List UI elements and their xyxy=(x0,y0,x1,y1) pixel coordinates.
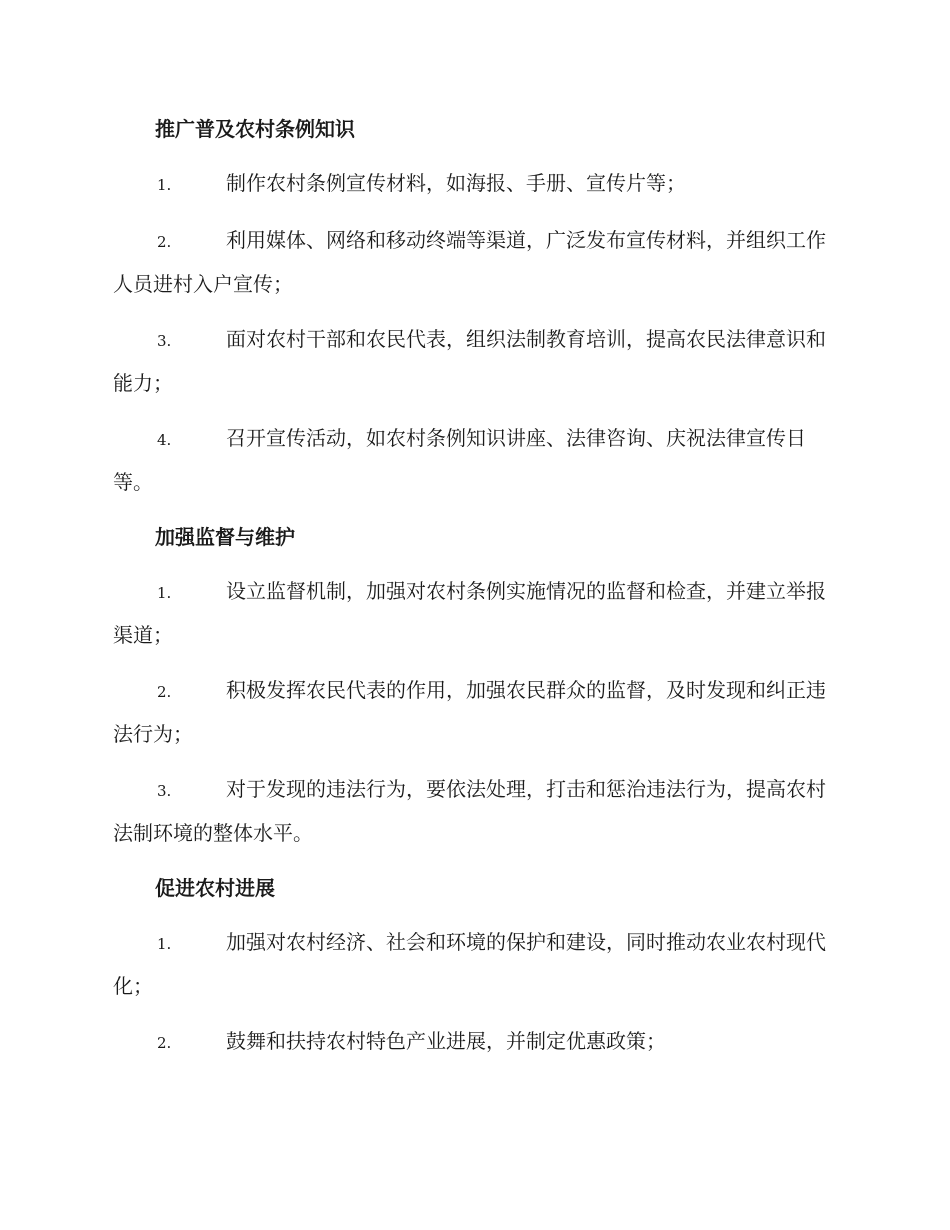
item-text: 设立监督机制，加强对农村条例实施情况的监督和检查，并建立举报渠道； xyxy=(113,579,826,647)
item-number: 1. xyxy=(157,584,172,602)
item-text: 利用媒体、网络和移动终端等渠道，广泛发布宣传材料，并组织工作人员进村入户宣传； xyxy=(113,228,826,296)
item-number: 2. xyxy=(157,1034,172,1052)
item-number: 3. xyxy=(157,332,172,350)
item-text: 加强对农村经济、社会和环境的保护和建设，同时推动农业农村现代化； xyxy=(113,930,826,998)
item-text: 制作农村条例宣传材料，如海报、手册、宣传片等； xyxy=(226,171,686,195)
item-text: 面对农村干部和农民代表，组织法制教育培训，提高农民法律意识和能力； xyxy=(113,327,826,395)
list-item xyxy=(113,219,835,305)
item-number: 2. xyxy=(157,233,172,251)
item-text: 鼓舞和扶持农村特色产业进展，并制定优惠政策； xyxy=(226,1029,666,1053)
list-item xyxy=(113,570,835,656)
item-text: 积极发挥农民代表的作用，加强农民群众的监督，及时发现和纠正违法行为； xyxy=(113,678,826,746)
list-item xyxy=(113,921,835,1007)
list-item xyxy=(113,318,835,404)
item-number: 1. xyxy=(157,176,172,194)
section-heading: 推广普及农村条例知识 xyxy=(155,117,355,141)
list-item xyxy=(113,1020,835,1064)
item-number: 1. xyxy=(157,935,172,953)
section-heading: 促进农村进展 xyxy=(155,876,275,900)
item-text: 召开宣传活动，如农村条例知识讲座、法律咨询、庆祝法律宣传日等。 xyxy=(113,426,806,494)
item-number: 2. xyxy=(157,683,172,701)
section-heading: 加强监督与维护 xyxy=(155,525,295,549)
list-item xyxy=(113,669,835,755)
item-text: 对于发现的违法行为，要依法处理，打击和惩治违法行为，提高农村法制环境的整体水平。 xyxy=(113,777,826,845)
list-item xyxy=(113,417,835,503)
list-item xyxy=(113,768,835,854)
list-item xyxy=(113,162,835,206)
item-number: 4. xyxy=(157,431,172,449)
item-number: 3. xyxy=(157,782,172,800)
